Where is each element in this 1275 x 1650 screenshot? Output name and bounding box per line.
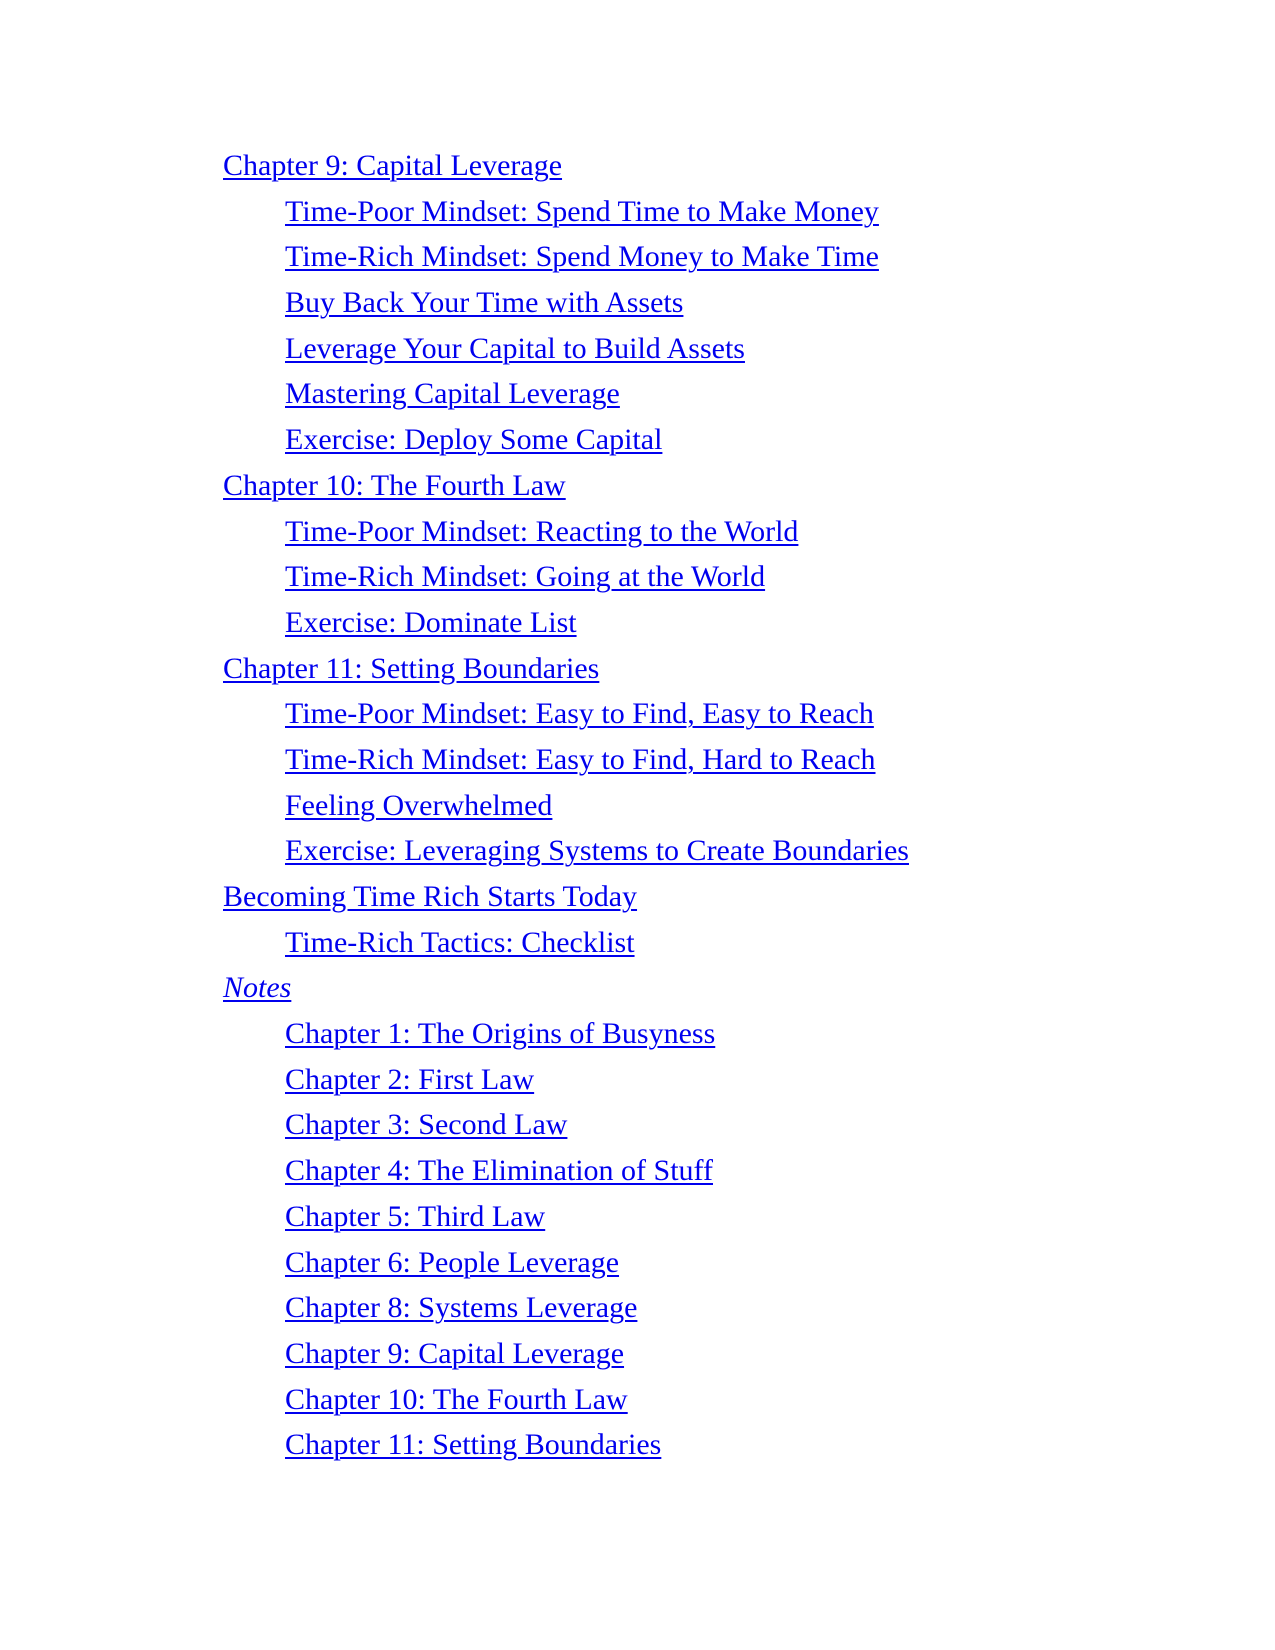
toc-subsection-link[interactable]: Chapter 6: People Leverage [285, 1245, 620, 1279]
toc-entry [223, 1285, 909, 1331]
toc-subsection-link[interactable]: Exercise: Deploy Some Capital [285, 423, 663, 457]
toc-subsection-link[interactable]: Chapter 1: The Origins of Busyness [285, 1017, 716, 1051]
toc-subsection-link[interactable]: Chapter 4: The Elimination of Stuff [285, 1154, 713, 1188]
toc-subsection-link[interactable]: Exercise: Dominate List [285, 605, 577, 639]
toc-subsection-link[interactable]: Chapter 5: Third Law [285, 1199, 546, 1233]
toc-entry [223, 326, 909, 372]
toc-entry [223, 1240, 909, 1286]
toc-section-link[interactable]: Notes [223, 971, 292, 1005]
toc-subsection-link[interactable]: Time-Rich Mindset: Going at the World [285, 560, 766, 594]
toc-entry [223, 417, 909, 463]
toc-subsection-link[interactable]: Chapter 11: Setting Boundaries [285, 1428, 662, 1462]
toc-subsection-link[interactable]: Leverage Your Capital to Build Assets [285, 331, 745, 365]
toc-entry [223, 874, 909, 920]
toc-section-link[interactable]: Chapter 10: The Fourth Law [223, 468, 566, 502]
toc-entry [223, 1057, 909, 1103]
toc-subsection-link[interactable]: Mastering Capital Leverage [285, 377, 620, 411]
toc-entry [223, 554, 909, 600]
toc-subsection-link[interactable]: Time-Rich Mindset: Easy to Find, Hard to Reach [285, 742, 876, 776]
toc-entry [223, 646, 909, 692]
toc-entry [223, 783, 909, 829]
toc-entry [223, 1422, 909, 1468]
toc-entry [223, 1102, 909, 1148]
toc-entry [223, 143, 909, 189]
toc-subsection-link[interactable]: Time-Poor Mindset: Reacting to the World [285, 514, 799, 548]
toc-subsection-link[interactable]: Chapter 2: First Law [285, 1062, 535, 1096]
table-of-contents [223, 143, 909, 1468]
toc-subsection-link[interactable]: Chapter 3: Second Law [285, 1108, 568, 1142]
toc-subsection-link[interactable]: Buy Back Your Time with Assets [285, 286, 684, 320]
toc-entry [223, 920, 909, 966]
toc-entry [223, 1377, 909, 1423]
toc-entry [223, 1194, 909, 1240]
toc-subsection-link[interactable]: Time-Poor Mindset: Easy to Find, Easy to Reach [285, 697, 874, 731]
toc-subsection-link[interactable]: Chapter 9: Capital Leverage [285, 1336, 625, 1370]
toc-subsection-link[interactable]: Time-Rich Tactics: Checklist [285, 925, 635, 959]
toc-section-link[interactable]: Becoming Time Rich Starts Today [223, 880, 638, 913]
toc-entry [223, 691, 909, 737]
toc-section-link[interactable]: Chapter 9: Capital Leverage [223, 149, 563, 182]
toc-subsection-link[interactable]: Exercise: Leveraging Systems to Create Boundaries [285, 834, 909, 868]
toc-entry [223, 828, 909, 874]
toc-entry [223, 234, 909, 280]
toc-entry [223, 280, 909, 326]
toc-entry [223, 600, 909, 646]
toc-subsection-link[interactable]: Chapter 8: Systems Leverage [285, 1291, 638, 1325]
toc-entry [223, 1331, 909, 1377]
toc-subsection-link[interactable]: Feeling Overwhelmed [285, 788, 553, 822]
toc-subsection-link[interactable]: Chapter 10: The Fourth Law [285, 1382, 628, 1416]
toc-entry [223, 737, 909, 783]
toc-section-link[interactable]: Chapter 11: Setting Boundaries [223, 651, 600, 685]
toc-entry [223, 1148, 909, 1194]
toc-entry [223, 371, 909, 417]
toc-entry [223, 189, 909, 235]
toc-entry [223, 509, 909, 555]
toc-subsection-link[interactable]: Time-Poor Mindset: Spend Time to Make Money [285, 194, 879, 228]
toc-subsection-link[interactable]: Time-Rich Mindset: Spend Money to Make Time [285, 240, 879, 274]
toc-entry [223, 463, 909, 509]
toc-entry [223, 965, 909, 1011]
toc-entry [223, 1011, 909, 1057]
